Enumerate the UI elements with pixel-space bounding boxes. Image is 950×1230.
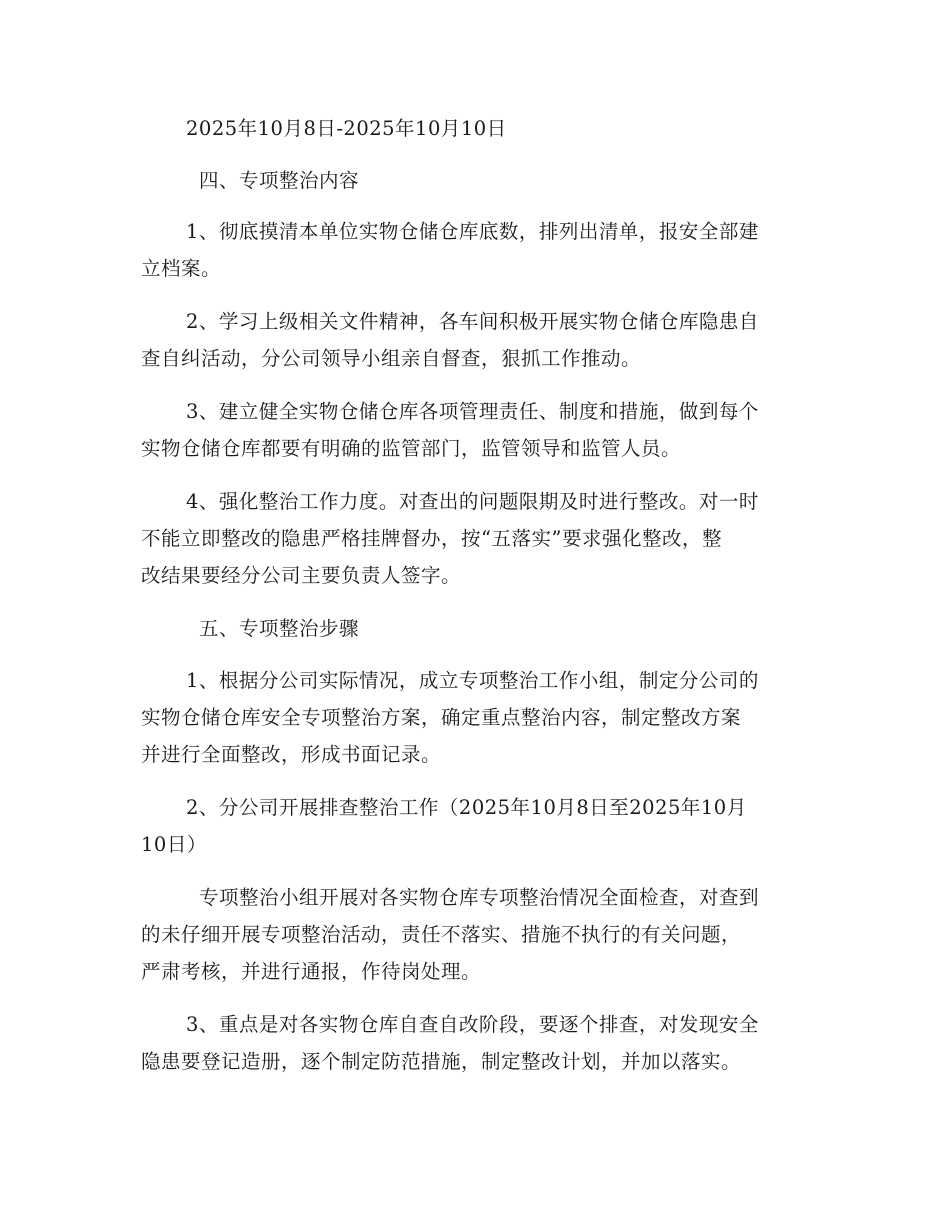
content-item-3-line-1: 3、建立健全实物仓储仓库各项管理责任、制度和措施，做到每个 <box>186 400 759 423</box>
step-2-detail-line-1: 专项整治小组开展对各实物仓库专项整治情况全面检查，对查到 <box>199 886 760 909</box>
content-item-2-line-2: 查自纠活动，分公司领导小组亲自督查，狠抓工作推动。 <box>141 347 642 370</box>
step-3-line-2: 隐患要登记造册，逐个制定防范措施，制定整改计划，并加以落实。 <box>141 1050 742 1073</box>
step-2-detail-line-3: 严肃考核，并进行通报，作待岗处理。 <box>141 960 482 983</box>
step-1-line-2: 实物仓储仓库安全专项整治方案，确定重点整治内容，制定整改方案 <box>141 706 742 729</box>
date-range-line: 2025年10月8日-2025年10月10日 <box>186 117 507 140</box>
section-heading-steps: 五、专项整治步骤 <box>199 617 360 640</box>
content-item-4-line-1: 4、强化整治工作力度。对查出的问题限期及时进行整改。对一时 <box>186 490 759 513</box>
content-item-2-line-1: 2、学习上级相关文件精神，各车间积极开展实物仓储仓库隐患自 <box>186 310 759 333</box>
step-2-detail-line-2: 的未仔细开展专项整治活动，责任不落实、措施不执行的有关问题， <box>141 923 742 946</box>
content-item-4-line-3: 改结果要经分公司主要负责人签字。 <box>141 564 462 587</box>
step-3-line-1: 3、重点是对各实物仓库自查自改阶段，要逐个排查，对发现安全 <box>186 1013 759 1036</box>
step-2-line-1: 2、分公司开展排查整治工作（2025年10月8日至2025年10月 <box>186 796 747 819</box>
content-item-4-line-2: 不能立即整改的隐患严格挂牌督办，按“五落实”要求强化整改，整 <box>141 527 722 550</box>
section-heading-content: 四、专项整治内容 <box>199 169 360 192</box>
content-item-1-line-2: 立档案。 <box>141 257 222 280</box>
step-2-line-2: 10日） <box>141 833 207 856</box>
step-1-line-3: 并进行全面整改，形成书面记录。 <box>141 743 442 766</box>
content-item-3-line-2: 实物仓储仓库都要有明确的监管部门，监管领导和监管人员。 <box>141 437 682 460</box>
content-item-1-line-1: 1、彻底摸清本单位实物仓储仓库底数，排列出清单，报安全部建 <box>186 220 759 243</box>
step-1-line-1: 1、根据分公司实际情况，成立专项整治工作小组，制定分公司的 <box>186 669 759 692</box>
